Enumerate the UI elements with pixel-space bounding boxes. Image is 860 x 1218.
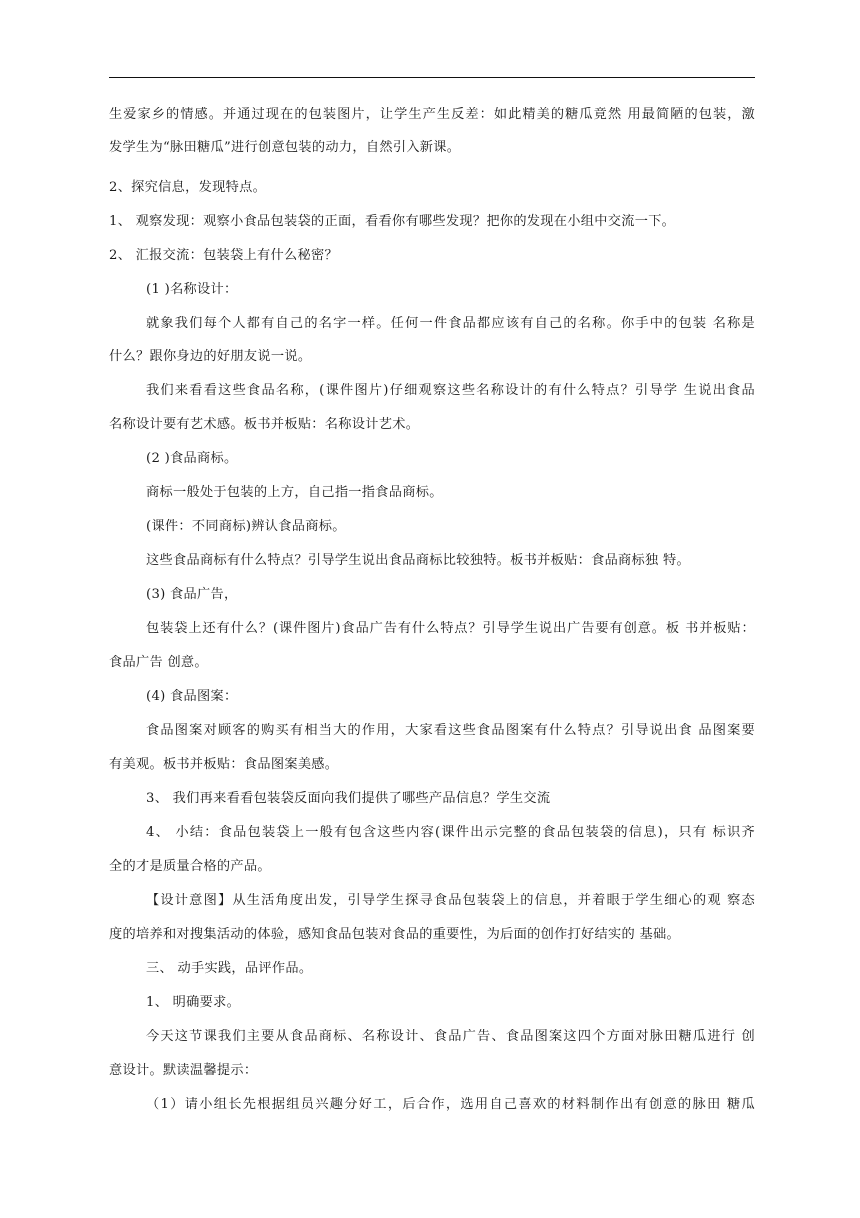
text-line-2: 发学生为“脉田糖瓜”进行创意包装的动力，自然引入新课。 bbox=[109, 140, 461, 155]
section-heading-2: 2、探究信息，发现特点。 bbox=[109, 180, 267, 195]
text-line-4: 1、 观察发现：观察小食品包装袋的正面，看看你有哪些发现？把你的发现在小组中交流一下。 bbox=[109, 214, 676, 229]
text-line-14: 这些食品商标有什么特点？引导学生说出食品商标比较独特。板书并板贴：食品商标独 特。 bbox=[146, 553, 690, 568]
text-line-1: 生爱家乡的情感。并通过现在的包装图片，让学生产生反差：如此精美的糖瓜竟然 用最简陋的包装，激 bbox=[109, 107, 755, 122]
text-line-12: 商标一般处于包装的上方，自己指一指食品商标。 bbox=[146, 485, 443, 500]
text-line-7: 就象我们每个人都有自己的名字一样。任何一件食品都应该有自己的名称。你手中的包装 名称是 bbox=[146, 316, 755, 331]
header-rule bbox=[109, 77, 755, 78]
text-line-21: 3、 我们再来看看包装袋反面向我们提供了哪些产品信息？学生交流 bbox=[146, 791, 551, 806]
text-line-29: 意设计。默读温馨提示： bbox=[109, 1063, 258, 1078]
text-line-19: 食品图案对顾客的购买有相当大的作用，大家看这些食品图案有什么特点？引导说出食 品图案要 bbox=[146, 723, 755, 738]
text-line-30: （1）请小组长先根据组员兴趣分好工，后合作，选用自己喜欢的材料制作出有创意的脉田 糖瓜 bbox=[146, 1097, 755, 1112]
text-line-13: (课件：不同商标)辨认食品商标。 bbox=[146, 519, 346, 534]
text-line-22: 4、 小结：食品包装袋上一般有包含这些内容(课件出示完整的食品包装袋的信息)，只有 标识齐 bbox=[146, 825, 755, 840]
text-line-23: 全的才是质量合格的产品。 bbox=[109, 859, 271, 874]
text-line-10: 名称设计要有艺术感。板书并板贴：名称设计艺术。 bbox=[109, 417, 420, 432]
subheading-4: (4) 食品图案： bbox=[146, 689, 238, 704]
text-line-8: 什么？跟你身边的好朋友说一说。 bbox=[109, 349, 312, 364]
text-line-20: 有美观。板书并板贴：食品图案美感。 bbox=[109, 757, 339, 772]
subheading-2: (2 )食品商标。 bbox=[146, 451, 238, 466]
text-line-27: 1、 明确要求。 bbox=[146, 995, 241, 1010]
design-intent-line-2: 度的培养和对搜集活动的体验，感知食品包装对食品的重要性，为后面的创作打好结实的 基础。 bbox=[109, 927, 680, 942]
section-heading-3: 三、 动手实践，品评作品。 bbox=[146, 961, 313, 976]
text-line-5: 2、 汇报交流：包装袋上有什么秘密？ bbox=[109, 248, 338, 263]
text-line-9: 我们来看看这些食品名称，(课件图片)仔细观察这些名称设计的有什么特点？引导学 生说出食品 bbox=[146, 383, 755, 398]
text-line-28: 今天这节课我们主要从食品商标、名称设计、食品广告、食品图案这四个方面对脉田糖瓜进行 创 bbox=[146, 1029, 755, 1044]
subheading-1: (1 )名称设计： bbox=[146, 282, 238, 297]
text-line-17: 食品广告 创意。 bbox=[109, 655, 208, 670]
design-intent-line-1: 【设计意图】从生活角度出发，引导学生探寻食品包装袋上的信息，并着眼于学生细心的观 察态 bbox=[146, 893, 755, 908]
text-line-16: 包装袋上还有什么？(课件图片)食品广告有什么特点？引导学生说出广告要有创意。板 书并板贴： bbox=[146, 621, 755, 636]
subheading-3: (3) 食品广告， bbox=[146, 587, 238, 602]
